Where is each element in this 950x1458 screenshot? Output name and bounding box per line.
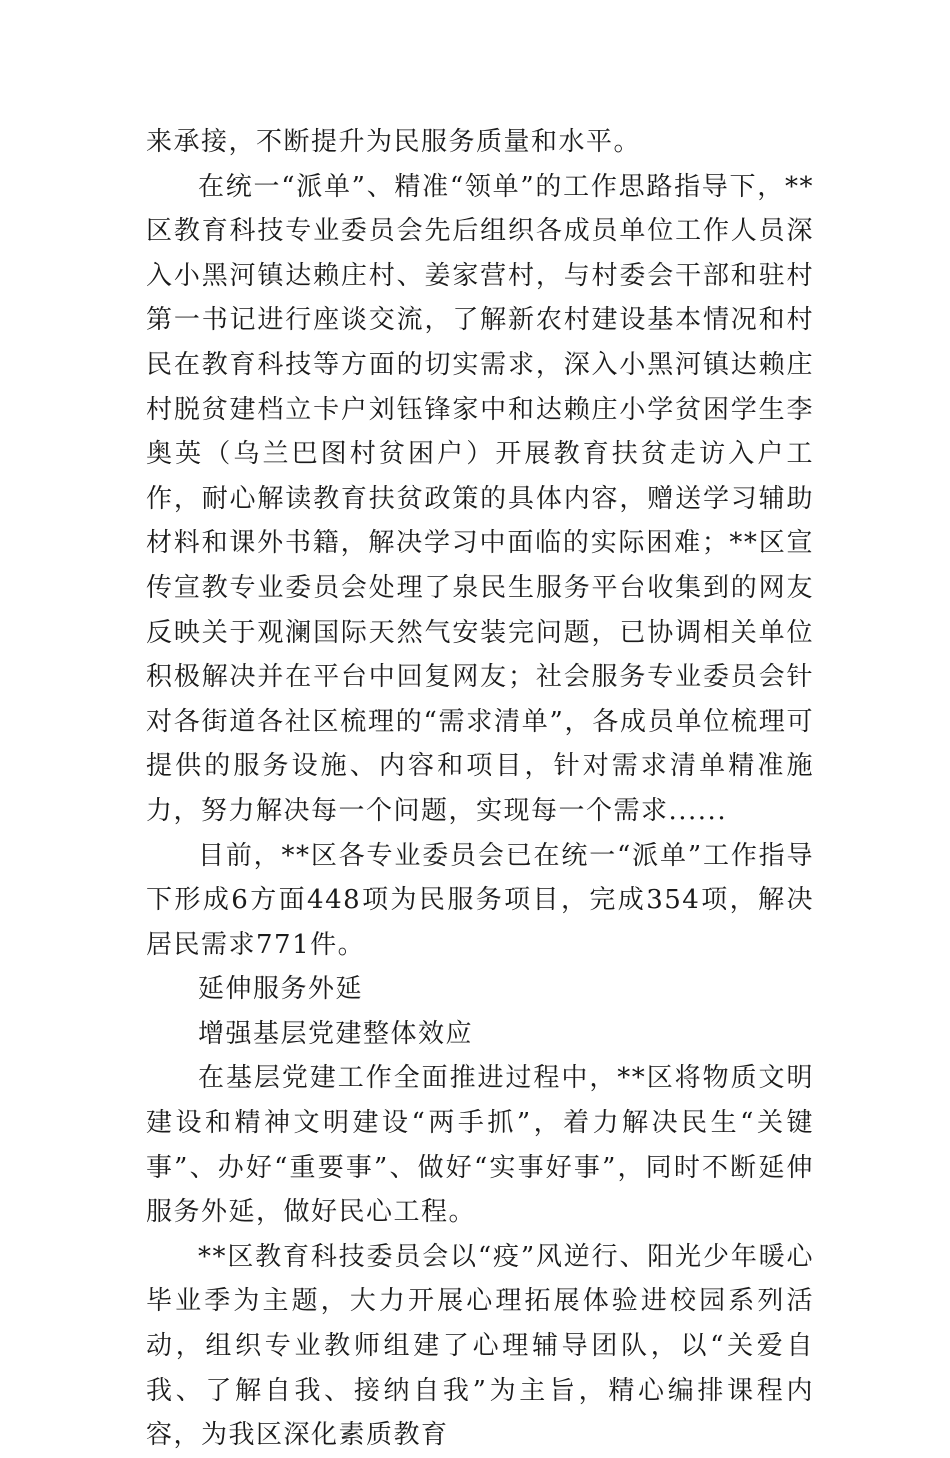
paragraph-2: 在统一“派单”、精准“领单”的工作思路指导下，**区教育科技专业委员会先后组织各成员单位工作人员深入小黑河镇达赖庄村、姜家营村，与村委会干部和驻村第一书记进行座谈交流，了解新农村建设基本情况和村民在教育科技等方面的切实需求，深入小黑河镇达赖庄村脱贫建档立卡户刘钰锋家中和达赖庄小学贫困学生李奥英（乌兰巴图村贫困户）开展教育扶贫走访入户工作，耐心解读教育扶贫政策的具体内容，赠送学习辅助材料和课外书籍，解决学习中面临的实际困难；**区宣传宣教专业委员会处理了泉民生服务平台收集到的网友反映关于观澜国际天然气安装完问题，已协调相关单位积极解决并在平台中回复网友；社会服务专业委员会针对各街道各社区梳理的“需求清单”，各成员单位梳理可提供的服务设施、内容和项目，针对需求清单精准施力，努力解决每一个问题，实现每一个需求...... (146, 171, 814, 826)
paragraph-5: **区教育科技委员会以“疫”风逆行、阳光少年暖心毕业季为主题，大力开展心理拓展体验进校园系列活动，组织专业教师组建了心理辅导团队，以“关爱自我、了解自我、接纳自我”为主旨，精心编排课程内容，为我区深化素质教育 (146, 1241, 814, 1451)
paragraph-1: 来承接，不断提升为民服务质量和水平。 (146, 127, 642, 157)
section-heading-1: 延伸服务外延 (198, 974, 364, 1005)
paragraph-3: 目前，**区各专业委员会已在统一“派单”工作指导下形成6方面448项为民服务项目，完成354项，解决居民需求771件。 (146, 840, 814, 960)
document-body (146, 120, 814, 1458)
section-heading-2: 增强基层党建整体效应 (198, 1018, 474, 1049)
paragraph-4: 在基层党建工作全面推进过程中，**区将物质文明建设和精神文明建设“两手抓”，着力解决民生“关键事”、办好“重要事”、做好“实事好事”，同时不断延伸服务外延，做好民心工程。 (146, 1063, 814, 1228)
